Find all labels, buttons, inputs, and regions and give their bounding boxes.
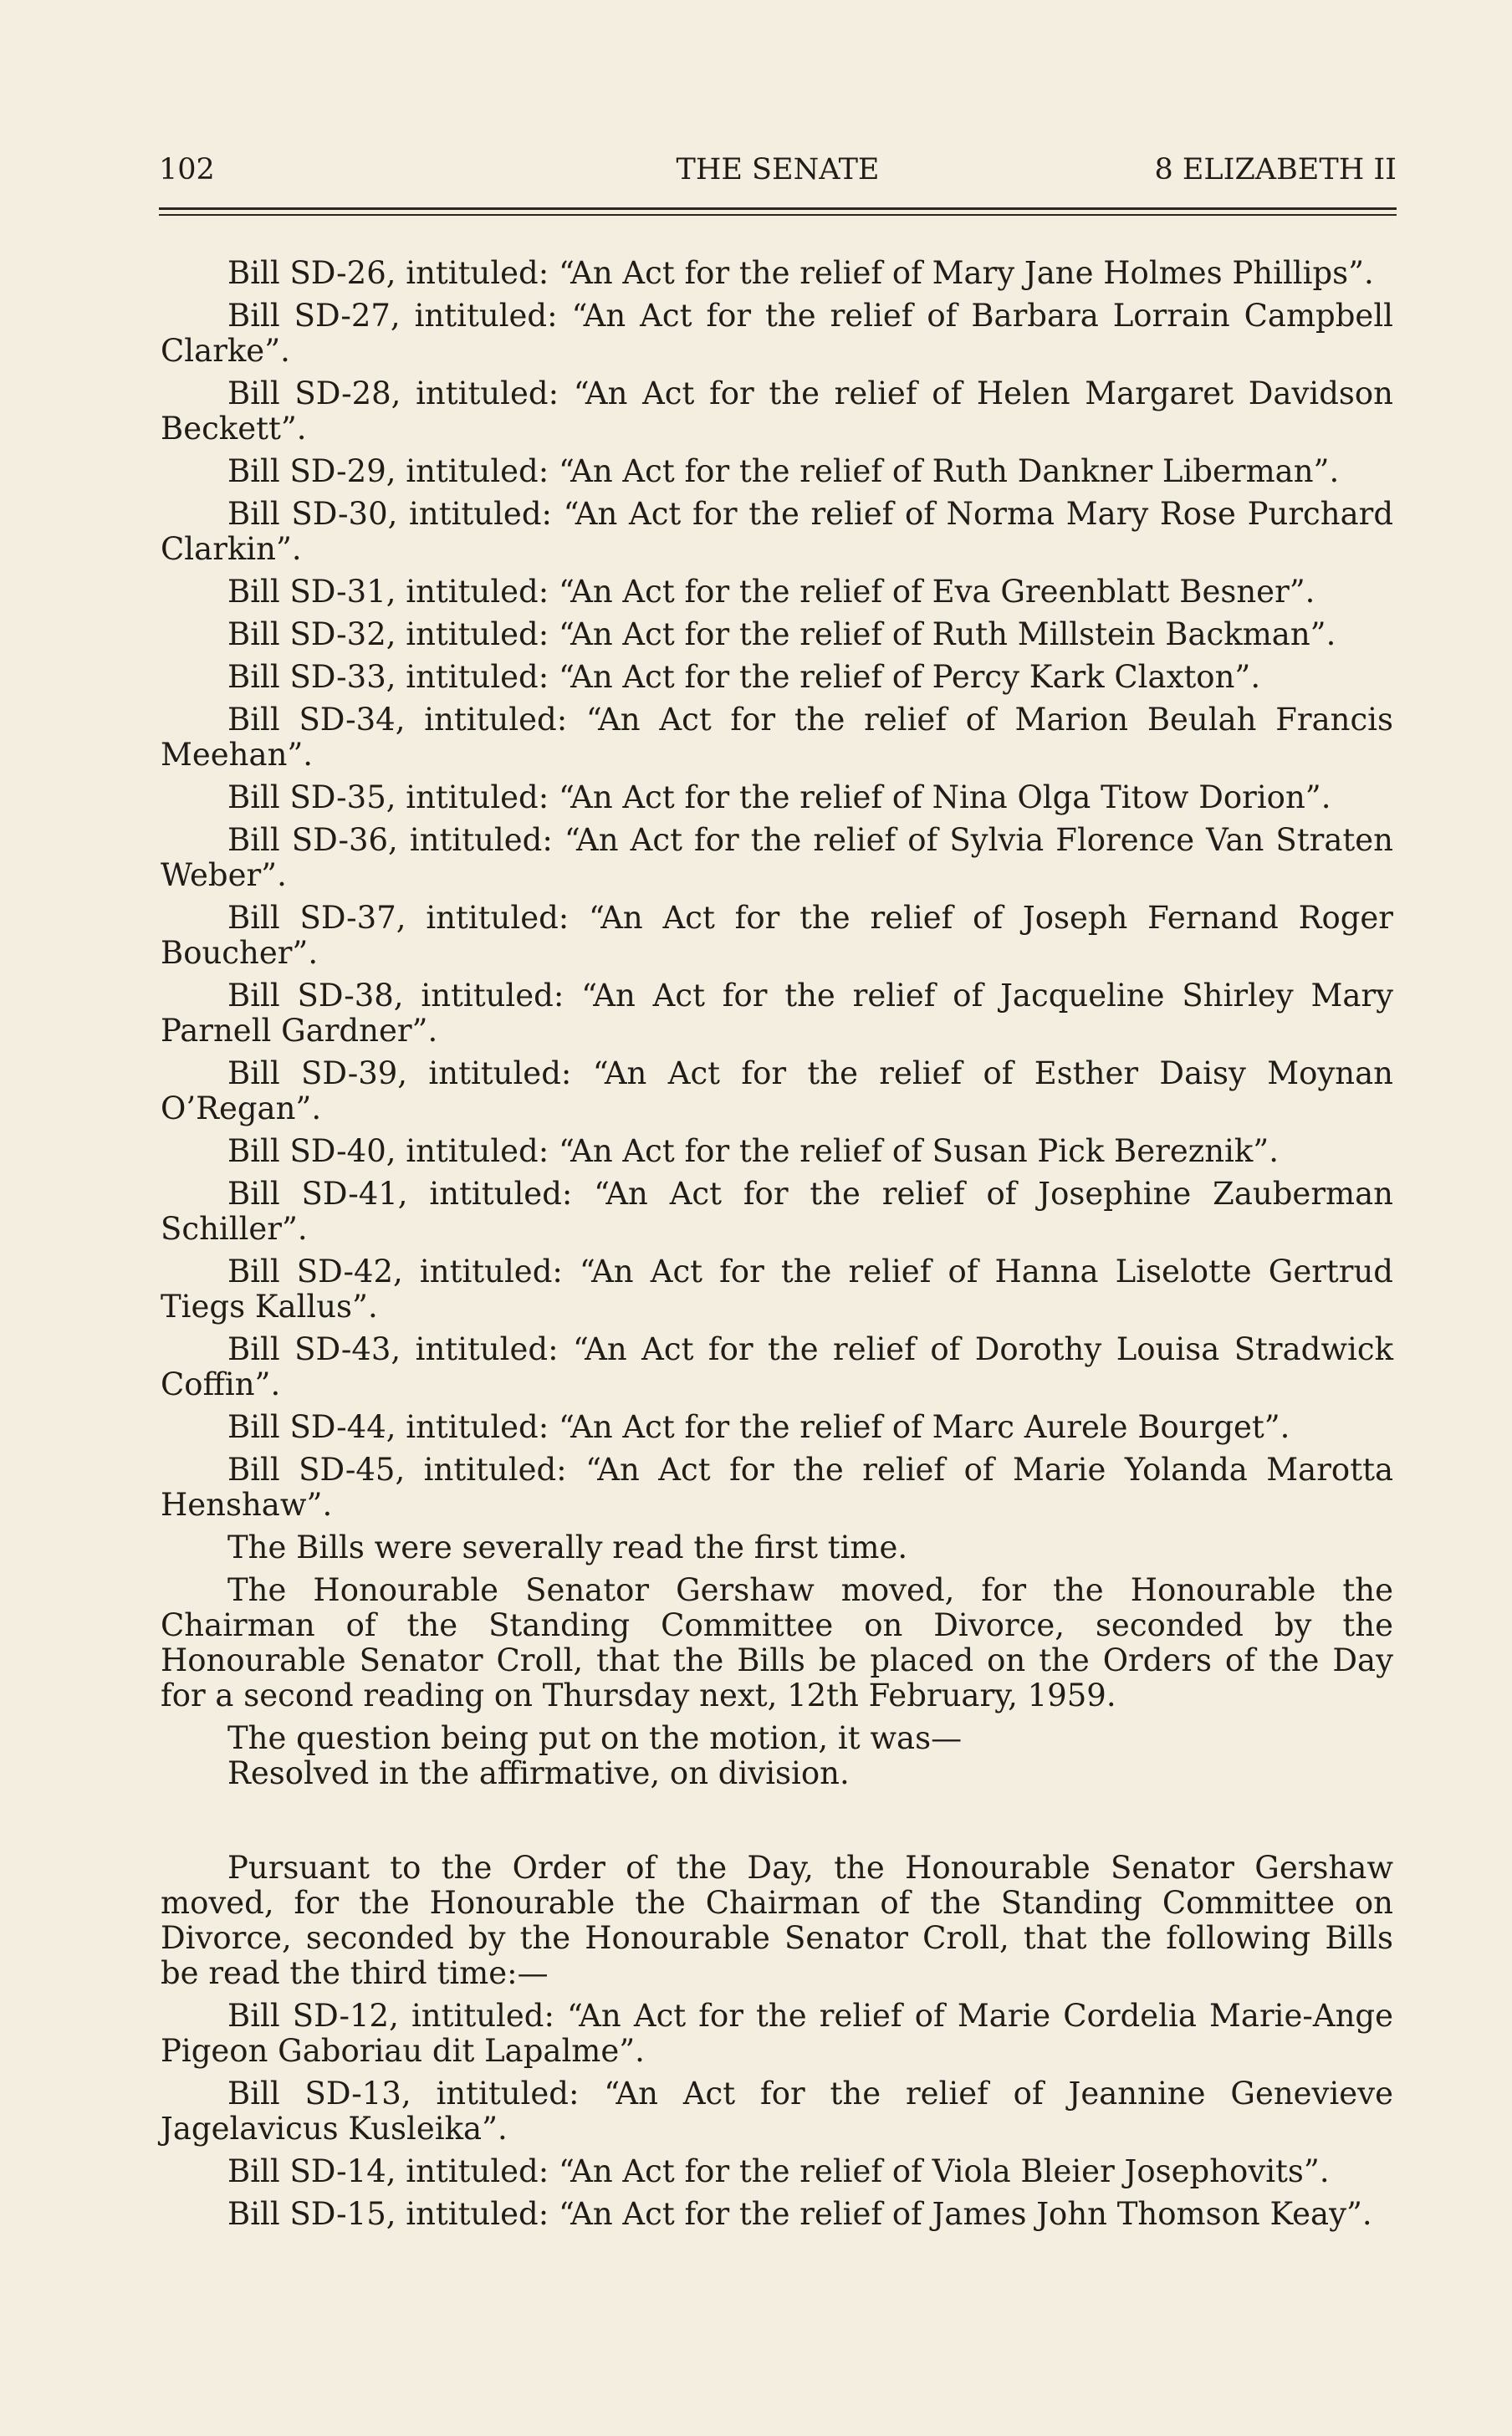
bill-entry: Bill SD-35, intituled: “An Act for the relief of Nina Olga Titow Dorion”.	[227, 779, 1331, 815]
bill-entry: Bill SD-34, intituled: “An Act for the relief of Marion Beulah Francis Meehan”.	[161, 702, 1393, 773]
bill-entry: Bill SD-29, intituled: “An Act for the relief of Ruth Dankner Liberman”.	[227, 453, 1340, 489]
section-spacer	[161, 1799, 1393, 1851]
header-rule-thin	[159, 214, 1397, 216]
third-reading-motion: Pursuant to the Order of the Day, the Honourable Senator Gershaw moved, for the Honourable the Chairman of the Standing Committee on Divorce, seconded by the Honourable Senator Croll, that the following Bills be read the third time:—	[161, 1850, 1393, 1991]
resolution: Resolved in the affirmative, on division.	[227, 1755, 850, 1791]
header-rule-thick	[159, 207, 1397, 210]
bill-entry: Bill SD-26, intituled: “An Act for the relief of Mary Jane Holmes Phillips”.	[227, 255, 1374, 291]
journal-title: THE SENATE	[676, 153, 880, 186]
bill-entry: Bill SD-38, intituled: “An Act for the relief of Jacqueline Shirley Mary Parnell Gardner”.	[161, 978, 1393, 1049]
bill-entry: Bill SD-27, intituled: “An Act for the relief of Barbara Lorrain Campbell Clarke”.	[161, 298, 1393, 369]
bill-entry: Bill SD-28, intituled: “An Act for the relief of Helen Margaret Davidson Beckett”.	[161, 375, 1393, 447]
page-number: 102	[159, 153, 215, 186]
bill-entry: Bill SD-37, intituled: “An Act for the relief of Joseph Fernand Roger Boucher”.	[161, 900, 1393, 971]
third-reading-bill-list	[161, 1999, 1393, 2232]
bill-entry: Bill SD-30, intituled: “An Act for the relief of Norma Mary Rose Purchard Clarkin”.	[161, 496, 1393, 567]
bill-entry: Bill SD-45, intituled: “An Act for the relief of Marie Yolanda Marotta Henshaw”.	[161, 1452, 1393, 1523]
bill-entry: Bill SD-39, intituled: “An Act for the relief of Esther Daisy Moynan O’Regan”.	[161, 1055, 1393, 1126]
bill-entry: Bill SD-43, intituled: “An Act for the relief of Dorothy Louisa Stradwick Coffin”.	[161, 1331, 1393, 1402]
bill-entry: Bill SD-32, intituled: “An Act for the relief of Ruth Millstein Backman”.	[227, 616, 1336, 652]
running-header	[159, 149, 1397, 191]
bill-entry: Bill SD-42, intituled: “An Act for the relief of Hanna Liselotte Gertrud Tiegs Kallus”.	[161, 1254, 1393, 1325]
bill-entry: Bill SD-41, intituled: “An Act for the relief of Josephine Zauberman Schiller”.	[161, 1176, 1393, 1247]
bill-entry: Bill SD-31, intituled: “An Act for the relief of Eva Greenblatt Besner”.	[227, 574, 1315, 610]
bill-entry: Bill SD-13, intituled: “An Act for the relief of Jeannine Genevieve Jagelavicus Kusleika”.	[161, 2076, 1393, 2147]
bill-entry: Bill SD-40, intituled: “An Act for the relief of Susan Pick Bereznik”.	[227, 1133, 1279, 1169]
first-reading-note: The Bills were severally read the first time.	[227, 1530, 908, 1565]
second-reading-motion: The Honourable Senator Gershaw moved, for the Honourable the Chairman of the Standing Committee on Divorce, seconded by the Honourable Senator Croll, that the Bills be placed on the Orders of the Day for a second reading on Thursday next, 12th February, 1959.	[161, 1572, 1393, 1713]
first-reading-bill-list	[161, 256, 1393, 1523]
bill-entry: Bill SD-44, intituled: “An Act for the relief of Marc Aurele Bourget”.	[227, 1409, 1290, 1445]
regnal-year: 8 ELIZABETH II	[1154, 153, 1397, 186]
bill-entry: Bill SD-36, intituled: “An Act for the relief of Sylvia Florence Van Straten Weber”.	[161, 822, 1393, 893]
bill-entry: Bill SD-14, intituled: “An Act for the relief of Viola Bleier Josephovits”.	[227, 2153, 1330, 2189]
bill-entry: Bill SD-33, intituled: “An Act for the relief of Percy Kark Claxton”.	[227, 659, 1261, 695]
journal-body	[161, 256, 1393, 2239]
bill-entry: Bill SD-12, intituled: “An Act for the relief of Marie Cordelia Marie-Ange Pigeon Gaboriau dit Lapalme”.	[161, 1998, 1393, 2069]
question-put: The question being put on the motion, it was—	[227, 1720, 963, 1756]
bill-entry: Bill SD-15, intituled: “An Act for the relief of James John Thomson Keay”.	[227, 2196, 1372, 2232]
